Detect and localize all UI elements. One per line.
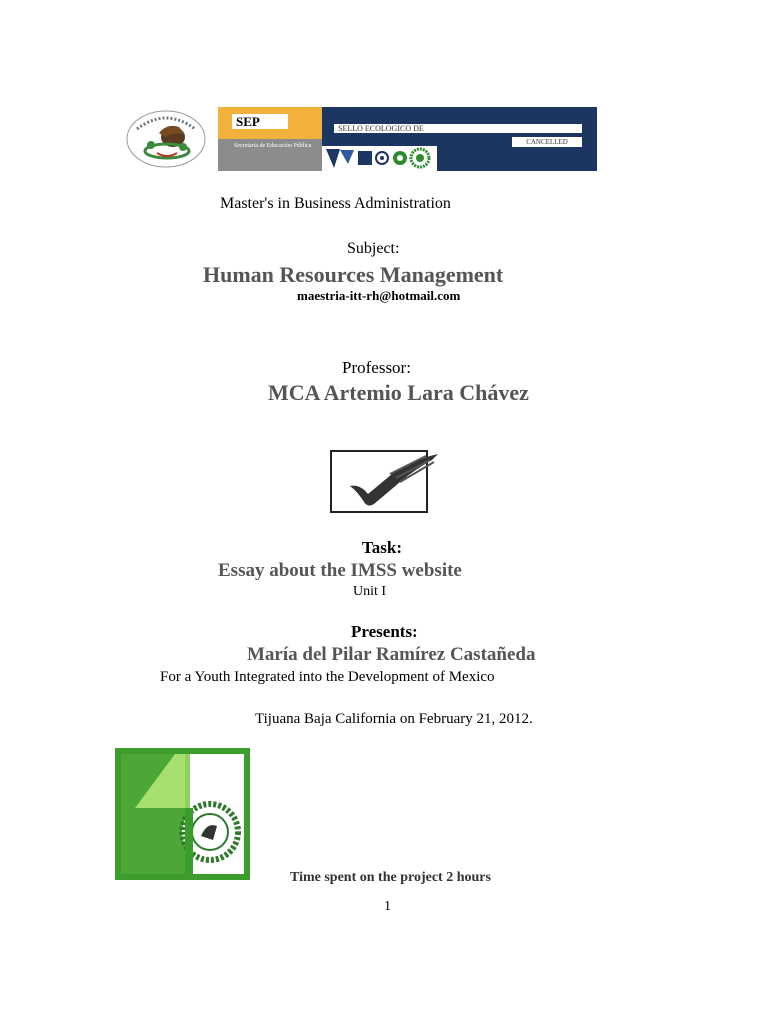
contact-email: maestria-itt-rh@hotmail.com [297,288,461,303]
professor-name: MCA Artemio Lara Chávez [268,380,529,405]
cancelled-label: CANCELLED [512,137,582,147]
presents-label: Presents: [351,622,418,641]
sello-label: SELLO ECOLOGICO DE [334,124,582,133]
institution-logos [322,146,437,171]
place-date: Tijuana Baja California on February 21, 2012. [255,711,533,727]
sep-subtitle: Secretaría de Educación Pública [234,143,312,149]
unit-label: Unit I [353,584,387,599]
page-number: 1 [384,899,391,914]
mexico-seal-logo [115,107,218,171]
institution-banner [322,107,597,171]
slogan: For a Youth Integrated into the Development of Mexico [160,669,495,685]
program-title: Master's in Business Administration [220,195,451,212]
institute-logo [115,748,250,880]
subject-title: Human Resources Management [203,262,504,287]
task-label: Task: [362,538,403,557]
subject-label: Subject: [347,240,400,257]
sep-logo-block [218,107,322,171]
professor-label: Professor: [342,358,411,377]
sep-label: SEP [232,114,288,129]
student-name: María del Pilar Ramírez Castañeda [247,644,536,665]
checkmark-icon [330,450,450,520]
task-title: Essay about the IMSS website [218,560,462,581]
time-spent: Time spent on the project 2 hours [290,870,491,885]
header-banner [115,107,597,171]
checkmark-box [330,450,428,513]
